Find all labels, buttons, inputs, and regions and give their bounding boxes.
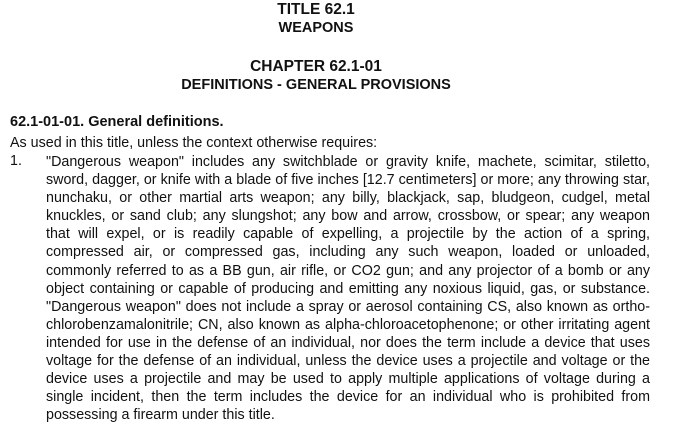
intro-text: As used in this title, unless the context otherwise requires:: [10, 135, 378, 151]
chapter-number: CHAPTER 62.1-01: [250, 58, 382, 75]
definition-number: 1.: [10, 153, 22, 169]
title-number: TITLE 62.1: [277, 1, 355, 18]
definition-text: "Dangerous weapon" includes any switchblade or gravity knife, machete, scimitar, stiletto, sword, dagger, or knife with a blade of five inches [12.7 centimeters] or more; any throwing star, nunchaku, or other martial arts weapon; any billy, blackjack, sap, bludgeon, cudgel, metal knuckles, or sand club; any slungshot; any bow and arrow, crossbow, or spear; any weapon that will expel, or is readily capable of expelling, a projectile by the action of a spring, compressed air, or compressed gas, including any such weapon, loaded or unloaded, commonly referred to as a BB gun, air rifle, or CO2 gun; and any projector of a bomb or any object containing or capable of producing and emitting any noxious liquid, gas, or substance. "Dangerous weapon" does not include a spray or aerosol containing CS, also known as ortho-chlorobenzamalonitrile; CN, also known as alpha-chloroacetophenone; or other irritating agent intended for use in the defense of an individual, nor does the term include a device that uses voltage for the defense of an individual, unless the device uses a projectile and voltage or the device uses a projectile and may be used to apply multiple applications of voltage during a single incident, then the term includes the device for an individual who is prohibited from possessing a firearm under this title.: [46, 154, 650, 424]
title-name: WEAPONS: [278, 20, 354, 36]
section-heading: 62.1-01-01. General definitions.: [10, 114, 224, 130]
chapter-name: DEFINITIONS - GENERAL PROVISIONS: [181, 77, 451, 93]
